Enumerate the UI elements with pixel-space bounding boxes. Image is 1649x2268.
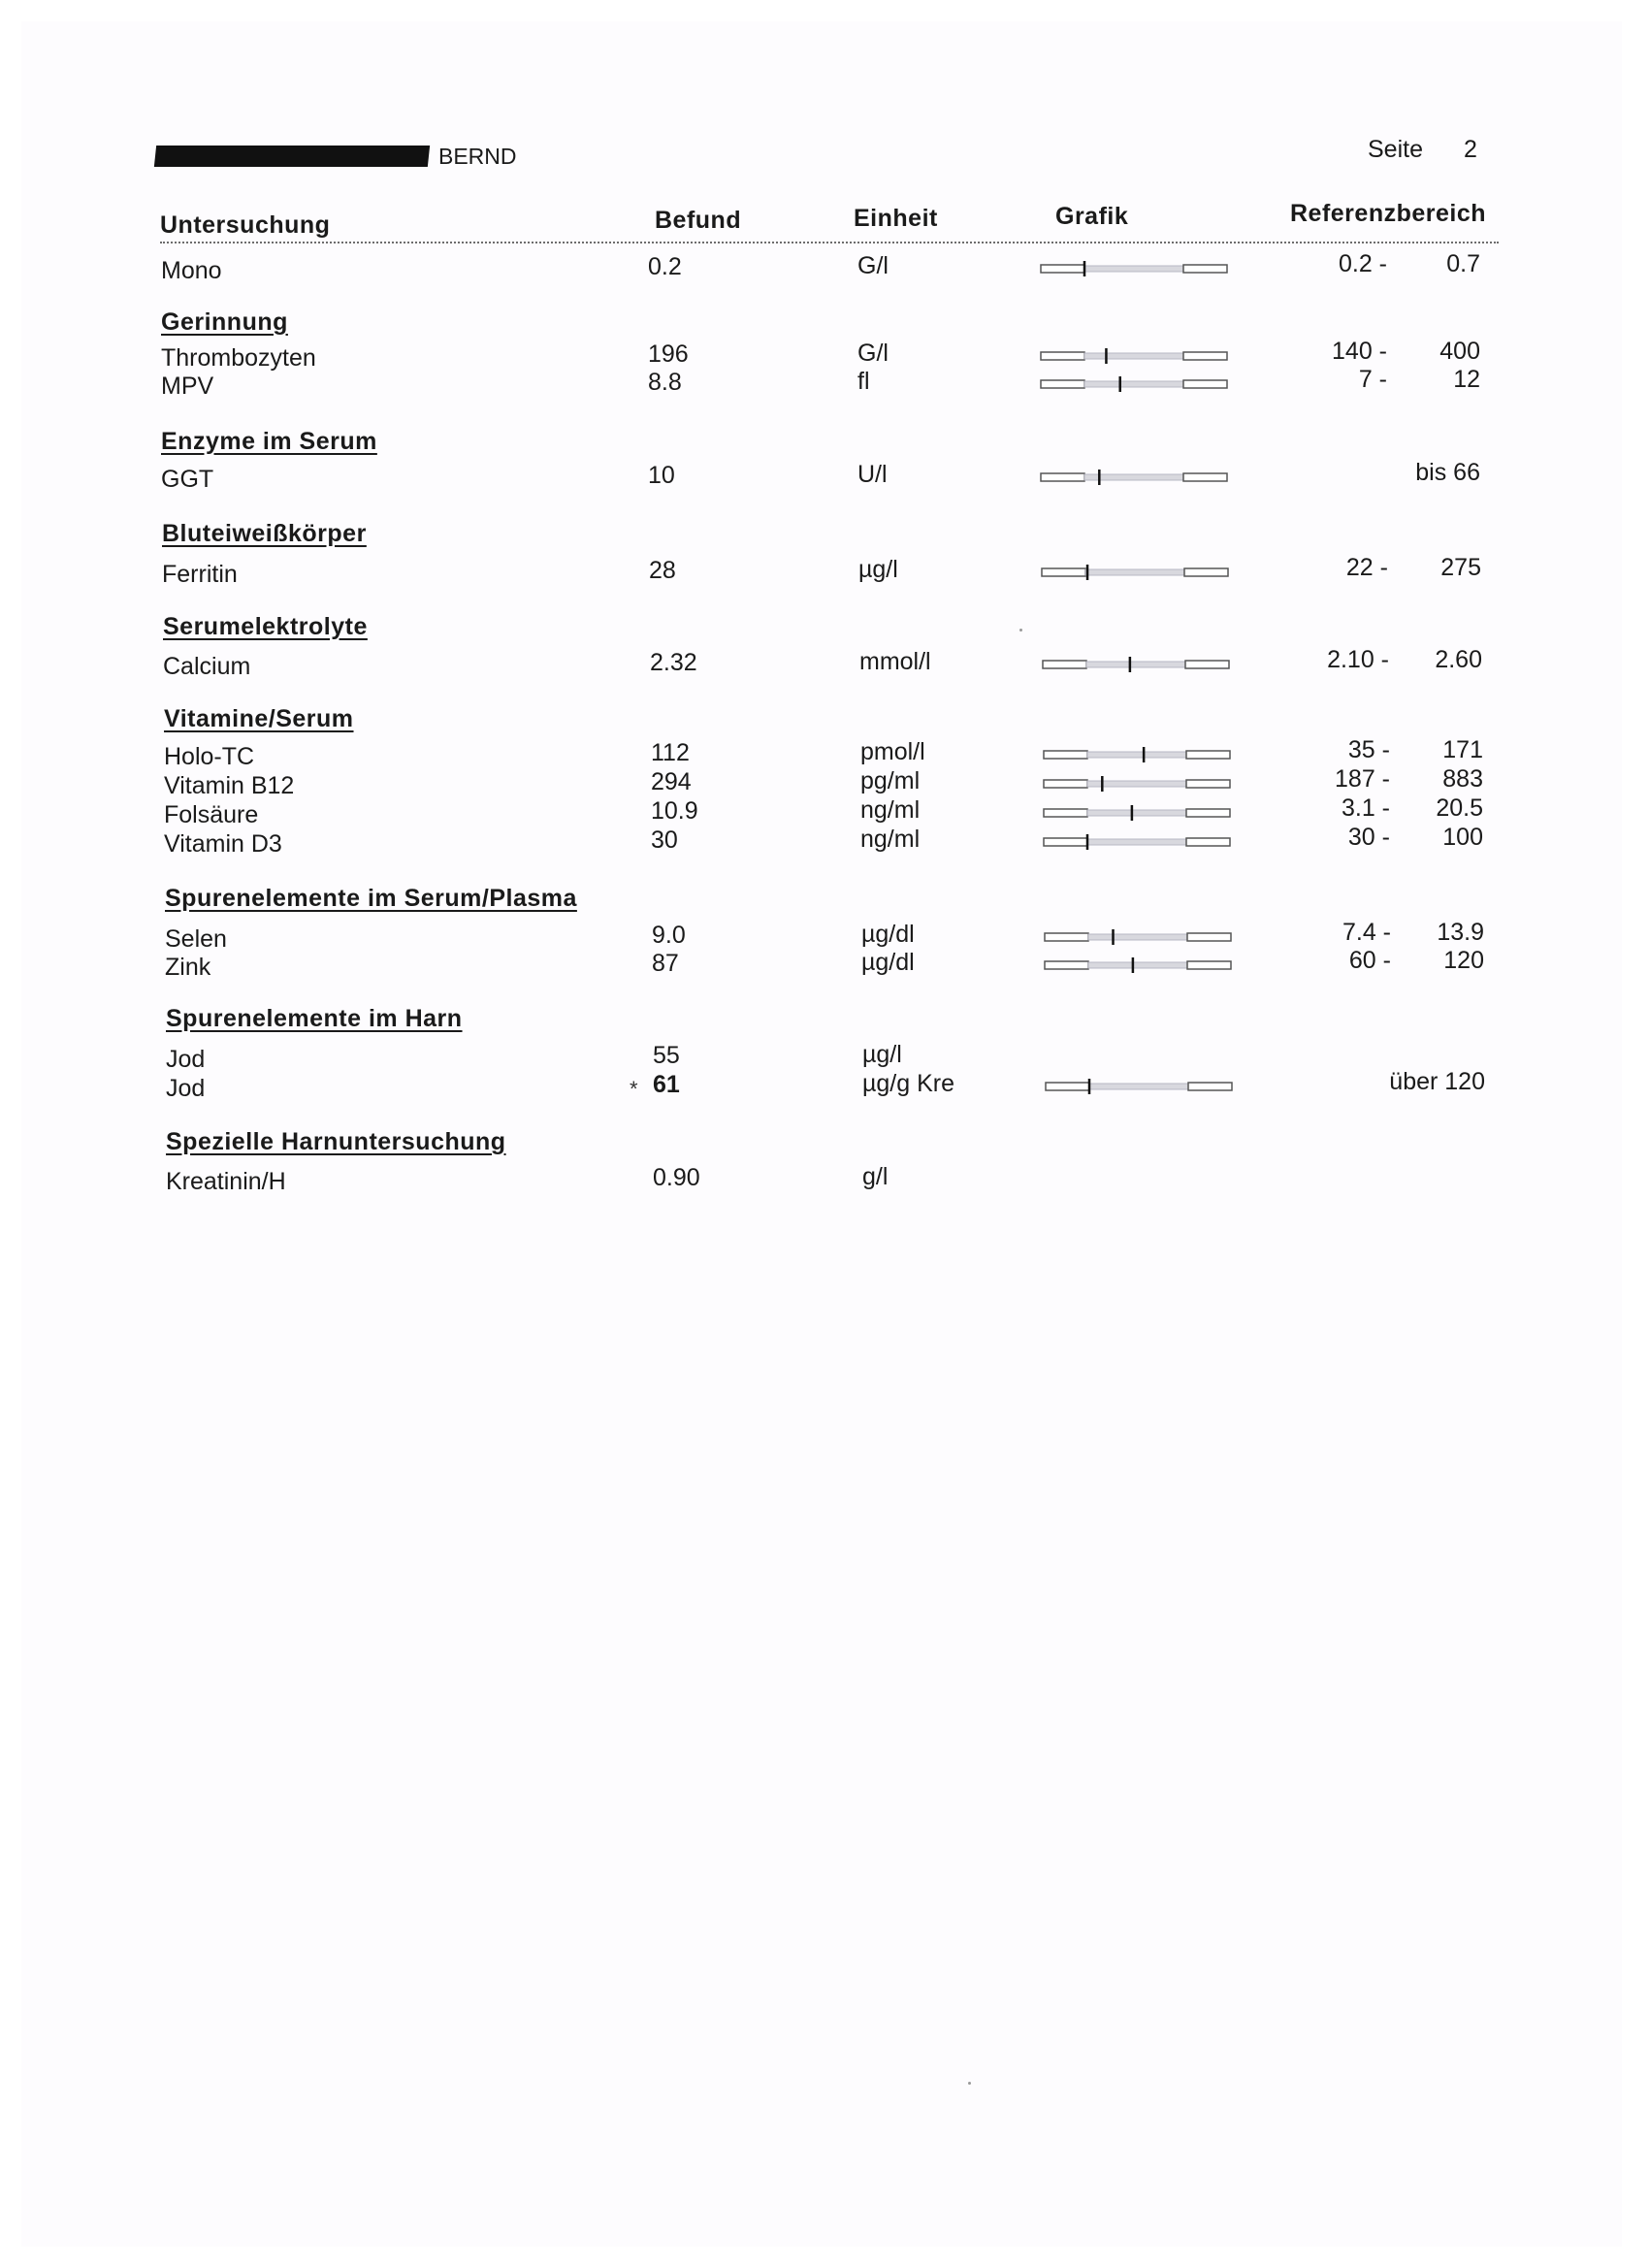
range-low-box <box>1041 352 1084 360</box>
reference-range-graphic <box>1040 376 1228 392</box>
reference-high: 400 <box>1439 338 1480 365</box>
range-low-box <box>1041 380 1084 388</box>
test-name: Jod <box>166 1046 206 1073</box>
column-header-test: Untersuchung <box>160 211 331 239</box>
range-bar-svg <box>1044 929 1232 945</box>
range-normal-band <box>1084 353 1183 359</box>
unit: ng/ml <box>860 826 921 853</box>
range-low-box <box>1041 473 1084 481</box>
range-normal-band <box>1084 266 1183 272</box>
range-normal-band <box>1088 962 1187 968</box>
result-value: 112 <box>651 739 690 766</box>
reference-low: 140 - <box>1332 338 1387 365</box>
test-name: Vitamin D3 <box>164 830 282 858</box>
range-low-box <box>1044 809 1087 817</box>
test-name: Jod <box>166 1075 206 1102</box>
reference-low: 2.10 - <box>1327 646 1389 673</box>
unit: ng/ml <box>860 796 921 824</box>
test-name: Folsäure <box>164 801 259 828</box>
reference-low: 22 - <box>1345 554 1388 581</box>
result-value: 28 <box>649 557 676 584</box>
result-value: 55 <box>653 1042 680 1069</box>
page-indicator <box>1368 136 1477 164</box>
range-normal-band <box>1089 1084 1188 1089</box>
result-value: 9.0 <box>652 922 686 949</box>
range-bar-svg <box>1043 805 1231 821</box>
range-high-box <box>1186 838 1230 846</box>
column-header-result: Befund <box>655 207 742 234</box>
scan-speck <box>968 2082 971 2085</box>
result-value: 10.9 <box>651 797 698 825</box>
result-value: 294 <box>651 768 692 795</box>
unit: pg/ml <box>860 767 921 794</box>
reference-high: 12 <box>1453 366 1480 393</box>
reference-low: 60 - <box>1348 947 1391 974</box>
range-high-box <box>1188 1083 1232 1090</box>
range-high-box <box>1186 809 1230 817</box>
range-bar-svg <box>1043 747 1231 762</box>
unit: G/l <box>857 340 889 367</box>
test-name: Kreatinin/H <box>166 1168 286 1195</box>
page-label: Seite <box>1368 136 1423 163</box>
patient-header <box>155 144 517 169</box>
unit: pmol/l <box>860 738 925 765</box>
reference-low: 7.4 - <box>1342 919 1391 946</box>
reference-range-graphic <box>1045 1079 1233 1094</box>
section-title: Gerinnung <box>161 308 288 336</box>
result-value: 87 <box>652 950 679 977</box>
unit: g/l <box>862 1163 889 1190</box>
reference-high: 0.7 <box>1446 250 1480 277</box>
range-high-box <box>1187 961 1231 969</box>
test-name: Thrombozyten <box>161 344 316 372</box>
section-title: Enzyme im Serum <box>161 428 377 455</box>
range-normal-band <box>1087 839 1186 845</box>
reference-high: 20.5 <box>1436 794 1483 822</box>
reference-high: 2.60 <box>1435 646 1482 673</box>
range-normal-band <box>1084 381 1183 387</box>
reference-range-graphic <box>1044 929 1232 945</box>
range-high-box <box>1184 568 1228 576</box>
range-high-box <box>1183 473 1227 481</box>
header-rule <box>160 242 1499 243</box>
result-value: 196 <box>648 340 689 368</box>
unit: µg/l <box>862 1041 902 1068</box>
result-value: 0.2 <box>648 253 682 280</box>
reference-high: 275 <box>1440 554 1481 581</box>
reference-low: 187 - <box>1335 765 1390 793</box>
range-bar-svg <box>1042 657 1230 672</box>
range-bar-svg <box>1040 261 1228 276</box>
reference-high: 100 <box>1442 824 1483 851</box>
reference-range-graphic <box>1043 776 1231 792</box>
range-low-box <box>1046 1083 1089 1090</box>
section-title: Bluteiweißkörper <box>162 520 367 547</box>
reference-low: 0.2 - <box>1338 250 1387 277</box>
range-bar-svg <box>1040 470 1228 485</box>
range-bar-svg <box>1040 348 1228 364</box>
range-low-box <box>1044 838 1087 846</box>
test-name: Vitamin B12 <box>164 772 295 799</box>
reference-low: 3.1 - <box>1341 794 1390 822</box>
range-normal-band <box>1087 810 1186 816</box>
unit: fl <box>857 368 870 395</box>
range-bar-svg <box>1044 957 1232 973</box>
range-high-box <box>1187 933 1231 941</box>
reference-range-graphic <box>1044 957 1232 973</box>
test-name: Selen <box>165 925 227 953</box>
unit: µg/l <box>858 556 898 583</box>
test-name: Calcium <box>163 653 251 680</box>
reference-low: 7 - <box>1358 366 1387 393</box>
reference-high: 120 <box>1443 947 1484 974</box>
reference-range-graphic <box>1040 348 1228 364</box>
page-number: 2 <box>1463 136 1477 163</box>
range-high-box <box>1183 352 1227 360</box>
range-low-box <box>1045 933 1088 941</box>
test-name: Ferritin <box>162 561 238 588</box>
result-value: 30 <box>651 826 678 854</box>
range-high-box <box>1186 780 1230 788</box>
result-value: 8.8 <box>648 369 682 396</box>
result-value: 61 <box>653 1071 680 1098</box>
test-name: Zink <box>165 954 211 981</box>
result-value: 0.90 <box>653 1164 700 1191</box>
reference-range-graphic <box>1043 805 1231 821</box>
range-low-box <box>1045 961 1088 969</box>
reference-range-graphic <box>1042 657 1230 672</box>
redaction-bar <box>154 146 430 167</box>
reference-range-graphic <box>1041 565 1229 580</box>
range-normal-band <box>1087 752 1186 758</box>
test-name: Mono <box>161 257 222 284</box>
column-header-unit: Einheit <box>854 205 938 232</box>
range-normal-band <box>1086 662 1185 667</box>
range-bar-svg <box>1041 565 1229 580</box>
reference-low: 30 - <box>1347 824 1390 851</box>
unit: µg/dl <box>861 921 915 948</box>
section-title: Spurenelemente im Harn <box>166 1005 463 1032</box>
range-high-box <box>1186 751 1230 759</box>
column-header-graphic: Grafik <box>1055 203 1129 230</box>
section-title: Serumelektrolyte <box>163 613 368 640</box>
range-bar-svg <box>1040 376 1228 392</box>
test-name: Holo-TC <box>164 743 255 770</box>
reference-text: bis 66 <box>1415 459 1480 486</box>
range-low-box <box>1042 568 1085 576</box>
unit: U/l <box>857 461 888 488</box>
reference-range-graphic <box>1040 261 1228 276</box>
range-bar-svg <box>1043 776 1231 792</box>
reference-text: über 120 <box>1389 1068 1485 1095</box>
section-title: Spurenelemente im Serum/Plasma <box>165 885 577 912</box>
range-low-box <box>1044 780 1087 788</box>
section-title: Spezielle Harnuntersuchung <box>166 1128 506 1155</box>
unit: mmol/l <box>859 648 931 675</box>
reference-range-graphic <box>1043 747 1231 762</box>
test-name: MPV <box>161 373 214 400</box>
reference-low: 35 - <box>1347 736 1390 763</box>
range-bar-svg <box>1045 1079 1233 1094</box>
unit: µg/dl <box>861 949 915 976</box>
range-bar-svg <box>1043 834 1231 850</box>
reference-high: 171 <box>1442 736 1483 763</box>
section-title: Vitamine/Serum <box>164 705 354 732</box>
reference-range-graphic <box>1040 470 1228 485</box>
abnormal-flag: * <box>630 1077 638 1101</box>
range-low-box <box>1044 751 1087 759</box>
range-low-box <box>1041 265 1084 273</box>
test-name: GGT <box>161 466 214 493</box>
scan-speck <box>1019 629 1022 632</box>
unit: G/l <box>857 252 889 279</box>
range-high-box <box>1183 380 1227 388</box>
range-low-box <box>1043 661 1086 668</box>
patient-name: BERND <box>438 143 517 169</box>
column-header-reference: Referenzbereich <box>1290 200 1487 227</box>
range-normal-band <box>1088 934 1187 940</box>
range-high-box <box>1183 265 1227 273</box>
result-value: 10 <box>648 462 675 489</box>
unit: µg/g Kre <box>862 1070 955 1097</box>
reference-range-graphic <box>1043 834 1231 850</box>
range-normal-band <box>1085 569 1184 575</box>
reference-high: 13.9 <box>1437 919 1484 946</box>
range-high-box <box>1185 661 1229 668</box>
result-value: 2.32 <box>650 649 697 676</box>
reference-high: 883 <box>1442 765 1483 793</box>
